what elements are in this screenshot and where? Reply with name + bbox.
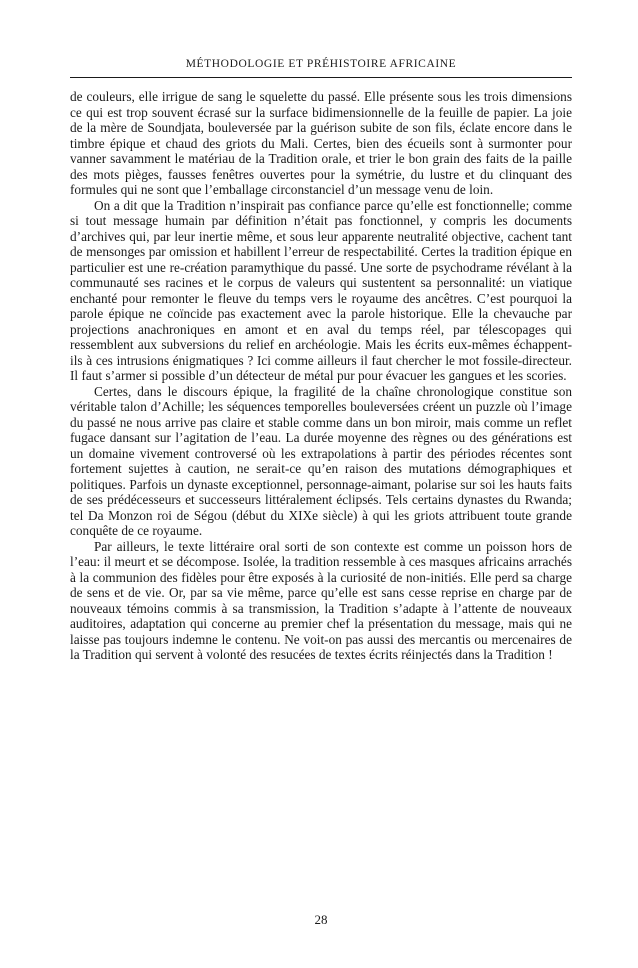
body-text — [70, 89, 572, 663]
paragraph: Par ailleurs, le texte littéraire oral sorti de son contexte est comme un poisson hors de l’eau: il meurt et se décompose. Isolée, la tradition ressemble à ces masques africains arrachés à la communion des fidèles pour être exposés à la curiosité de non-initiés. Elle perd sa charge de sens et de vie. Or, par sa vie même, parce qu’elle est sans cesse reprise en charge par de nouveaux témoins commis à sa transmission, la Tradition s’adapte à l’attente de nouveaux auditoires, adaptation qui concerne au premier chef la présentation du message, mais qui ne laisse pas toujours indemne le contenu. Ne voit-on pas aussi des mercantis ou mercenaires de la Tradition qui servent à volonté des resucées de textes écrits réinjectés dans la Tradition ! — [70, 538, 572, 662]
paragraph: Certes, dans le discours épique, la fragilité de la chaîne chronologique constitue son véritable talon d’Achille; les séquences temporelles bouleversées créent un puzzle où l’image du passé ne nous arrive pas claire et stable comme dans un bon miroir, mais comme un reflet fugace dansant sur l’agitation de l’eau. La durée moyenne des règnes ou des générations est un domaine vivement controversé où les extrapolations à partir des périodes récentes sont fortement sujettes à caution, ne serait-ce qu’en raison des mutations démographiques et politiques. Parfois un dynaste exceptionnel, personnage-aimant, polarise sur soi les hauts faits de ses prédécesseurs et successeurs littéralement éclipsés. Tels certains dynastes du Rwanda; tel Da Monzon roi de Ségou (début du XIXe siècle) à qui les griots attribuent toute grande conquête de ce royaume. — [70, 383, 572, 538]
header-rule — [70, 77, 572, 78]
running-header: MÉTHODOLOGIE ET PRÉHISTOIRE AFRICAINE — [185, 58, 457, 70]
paragraph: On a dit que la Tradition n’inspirait pas confiance parce qu’elle est fonctionnelle; comme si tout message humain par définition n’était pas fonctionnel, y compris les documents d’archives qui, par leur inertie même, et sous leur apparente neutralité objective, cachent tant de mensonges par omission et habillent l’erreur de respectabilité. Certes la tradition épique en particulier est une re-création paramythique du passé. Une sorte de psychodrame révélant à la communauté ses racines et le corpus de valeurs qui sustentent sa personnalité: un viatique enchanté pour remonter le fleuve du temps vers le royaume des ancêtres. C’est pourquoi la parole épique ne coïncide pas exactement avec la parole historique. Elle la chevauche par projections anachroniques en amont et en aval du temps réel, par télescopages qui ressemblent aux subversions du relief en archéologie. Mais les écrits eux-mêmes échappent-ils à ces intrusions énigmatiques ? Ici comme ailleurs il faut chercher le mot fossile-directeur. Il faut s’armer si possible d’un détecteur de métal pur pour évacuer les gangues et les scories. — [70, 197, 572, 383]
paragraph-continued: de couleurs, elle irrigue de sang le squelette du passé. Elle présente sous les trois dimensions ce qui est trop souvent écrasé sur la surface bidimensionnelle de la feuille de papier. La joie de la mère de Soundjata, bouleversée par la guérison subite de son fils, éclate encore dans le timbre épique et chaud des griots du Mali. Certes, bien des écueils sont à surmonter pour vanner savamment le matériau de la Tradition orale, et trier le bon grain des faits de la paille des mots pièges, fausses fenêtres ouvertes pour la symétrie, du lustre et du clinquant des formules qui ne sont que l’emballage circonstanciel d’un message venu de loin. — [70, 89, 572, 197]
page-number: 28 — [314, 912, 328, 927]
